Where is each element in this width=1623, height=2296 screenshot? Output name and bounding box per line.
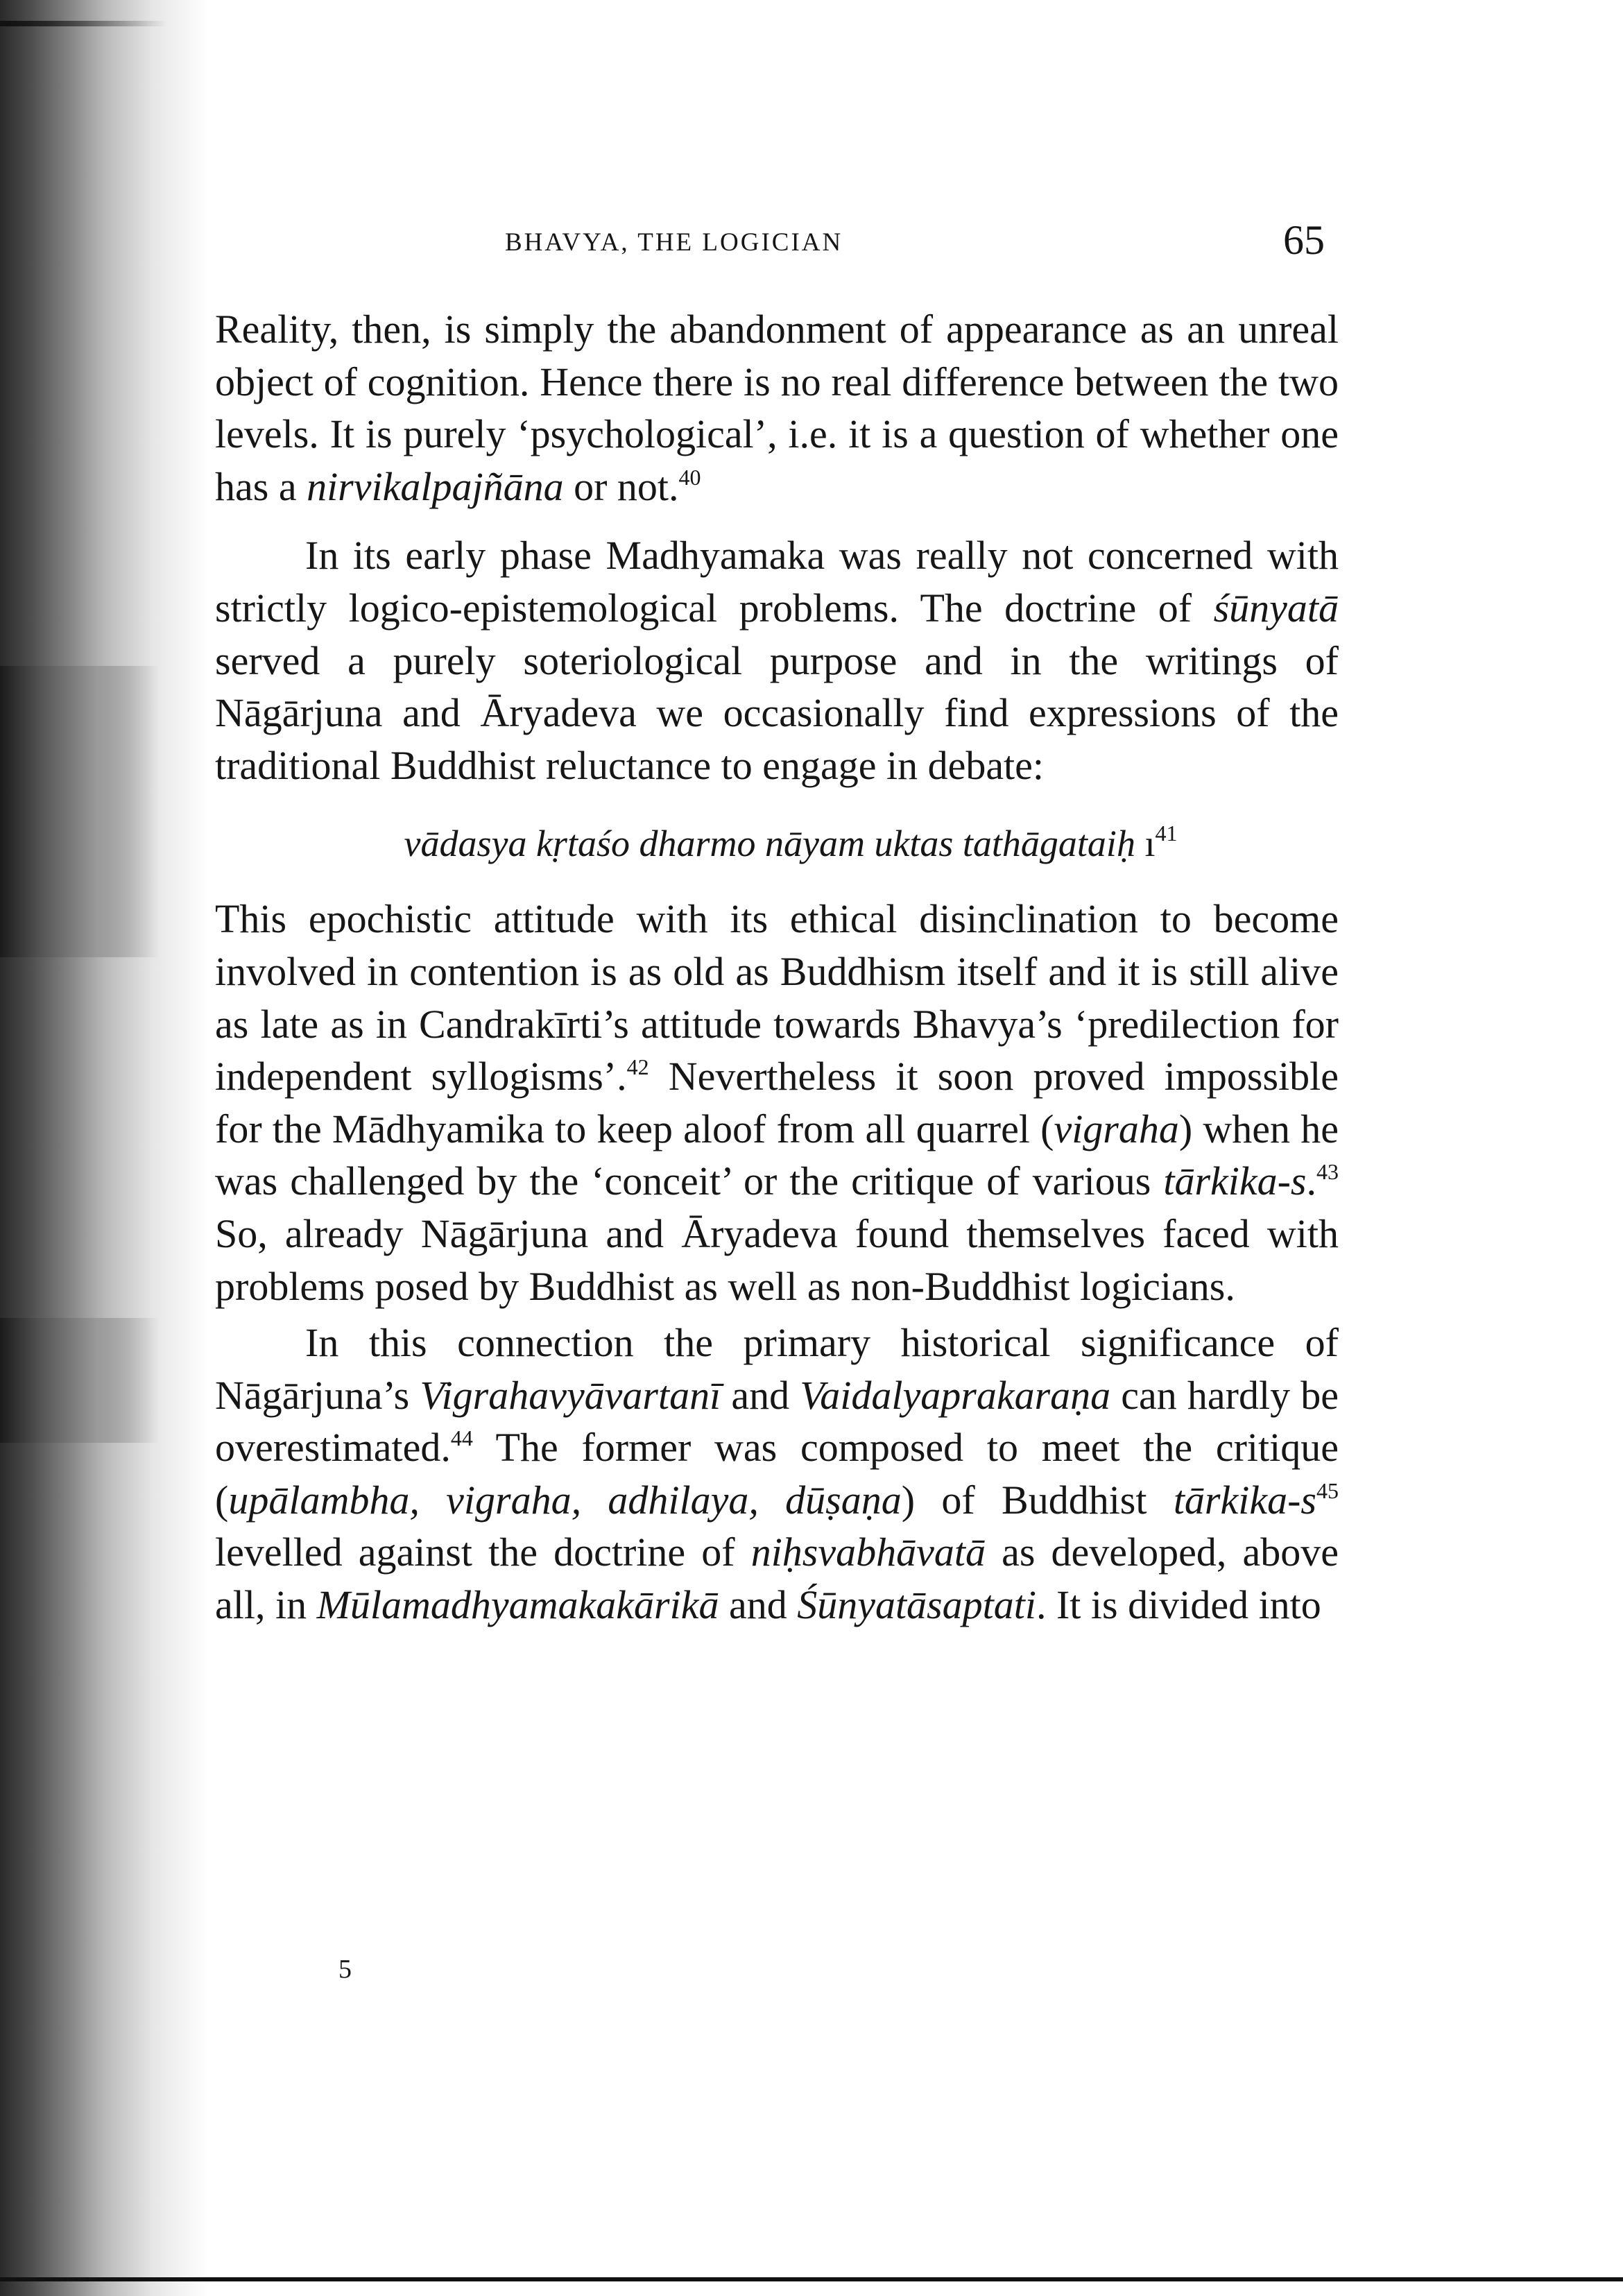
term-tarkika-s: tārkika-s: [1173, 1477, 1316, 1523]
term-nihsvabhavata: niḥsvabhāvatā: [750, 1530, 986, 1575]
paragraph-2: In its early phase Madhyamaka was really not concerned with strictly logico-epistemological problems. The doctrine of śūnyatā served a purely soteriological purpose and in the writings of Nāgārjuna and Āryadeva we occasionally find expressions of the traditional Buddhist reluctance to engage in debate:: [215, 533, 1339, 788]
title-vigrahavyavartani: Vigrahavyāvartanī: [420, 1372, 721, 1418]
scan-corner-mark: [0, 21, 166, 26]
body-text: [215, 303, 1339, 1631]
scan-edge-dark-band: [0, 666, 160, 957]
title-mulamadhyamakakarika: Mūlamadhyamakakārikā: [316, 1582, 719, 1628]
scan-bottom-edge: [0, 2277, 1623, 2281]
page-number: 65: [1283, 217, 1325, 263]
footnote-ref-40: 40: [678, 464, 701, 490]
title-vaidalyaprakarana: Vaidalyaprakaraṇa: [800, 1372, 1111, 1418]
term-vigraha: vigraha: [1054, 1106, 1179, 1151]
footnote-ref-42: 42: [626, 1054, 649, 1080]
running-head: BHAVYA, THE LOGICIAN: [505, 228, 843, 257]
footnote-ref-43: 43: [1316, 1159, 1339, 1185]
term-sunyata: śūnyatā: [1213, 585, 1339, 631]
term-critique-list: upālambha, vigraha, adhilaya, dūṣaṇa: [228, 1477, 902, 1523]
title-sunyatasaptati: Śūnyatāsaptati: [797, 1582, 1036, 1628]
footnote-ref-45: 45: [1316, 1477, 1339, 1503]
scan-edge-shadow: [0, 0, 208, 2296]
paragraph-3: This epochistic attitude with its ethical disinclination to become involved in contention is as old as Buddhism itself and it is still alive as late as in Candrakīrti’s attitude towards Bhavya’s ‘predilection for independent syllogisms’.$^{42}$ Nevertheless it soon proved impossible for the Mādhyamika to keep aloof from all quarrel (vigraha) when he was challenged by the ‘conceit’ or the critique of various tārkika-s.$^{43}$ So, already Nāgārjuna and Āryadeva found themselves faced with problems posed by Buddhist as well as non-Buddhist logicians.: [215, 896, 1339, 1309]
verse-quotation: vādasya kṛtaśo dharmo nāyam uktas tathāgataiḥ $ı^{41}$: [404, 821, 1178, 865]
paragraph-1: Reality, then, is simply the abandonment of appearance as an unreal object of cognition. Hence there is no real difference between the two levels. It is purely ‘psychological’, i.e. it is a question of whether one has a nirvikalpajñāna or not.$^{40}$: [215, 307, 1339, 509]
footnote-ref-44: 44: [450, 1425, 473, 1451]
term-tarkika-s: tārkika-s: [1163, 1158, 1307, 1204]
scan-edge-dark-band: [0, 1318, 160, 1443]
footnote-ref-41: 41: [1155, 821, 1178, 846]
term-nirvikalpajnana: nirvikalpajñāna: [307, 463, 564, 509]
paragraph-4: In this connection the primary historical significance of Nāgārjuna’s Vigrahavyāvartanī and Vaidalyaprakaraṇa can hardly be overestimated.$^{44}$ The former was composed to meet the critique (upālambha, vigraha, adhilaya, dūṣaṇa) of Buddhist tārkika-$s^{45}$ levelled against the doctrine of niḥsvabhāvatā as developed, above all, in Mūlamadhyamakakārikā and Śūnyatāsaptati. It is divided into: [215, 1320, 1339, 1628]
verse-danda: ı: [1135, 823, 1156, 865]
printer-signature-mark: 5: [338, 1955, 352, 1984]
